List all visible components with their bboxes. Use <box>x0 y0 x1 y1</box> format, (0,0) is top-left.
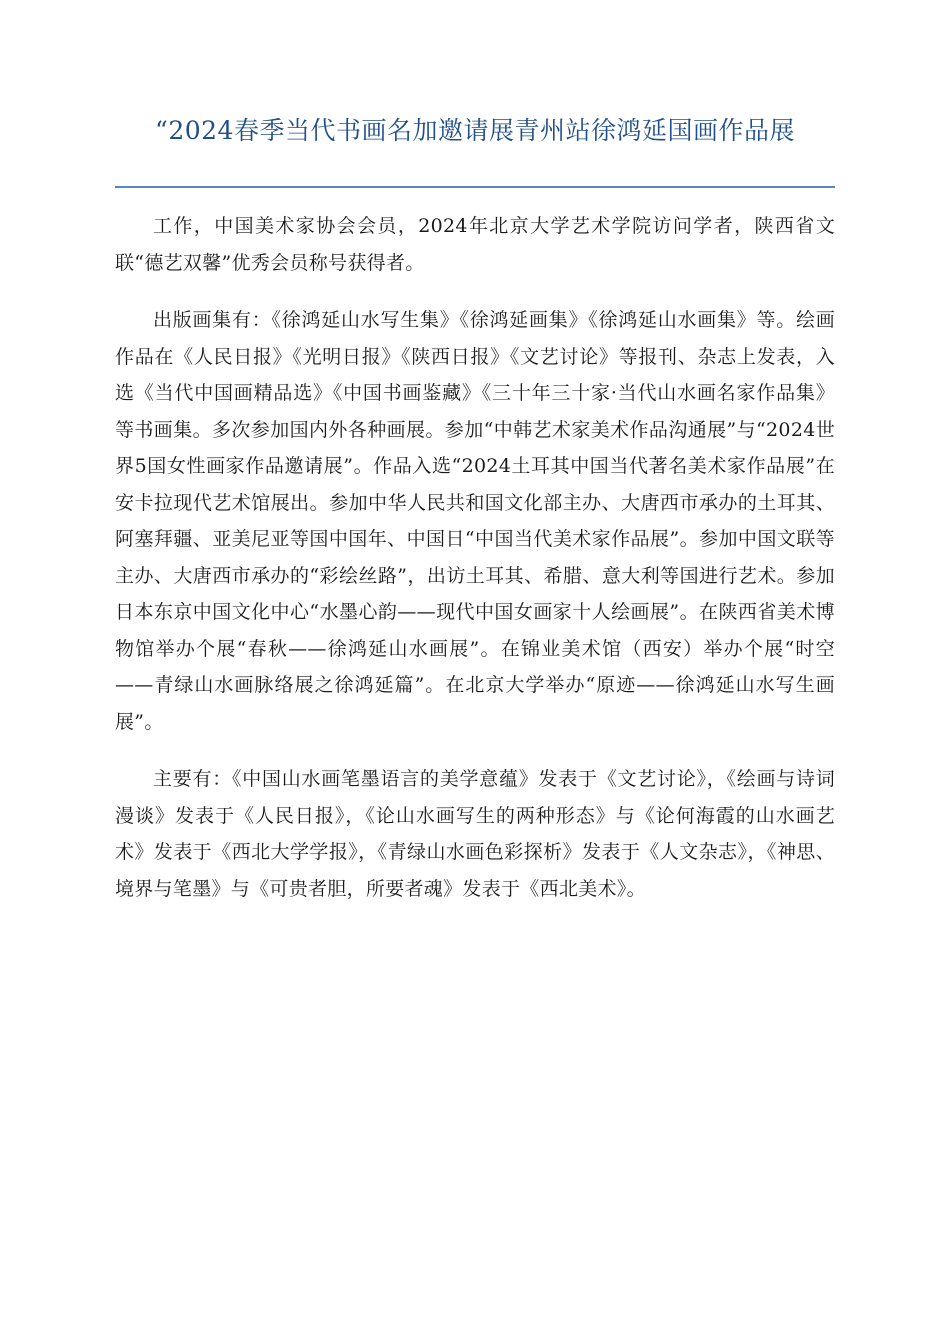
title-block <box>115 112 835 149</box>
title-underline-divider <box>115 186 835 188</box>
paragraph-biography: 工作，中国美术家协会会员，2024年北京大学艺术学院访问学者，陕西省文联“德艺双馨”优秀会员称号获得者。 <box>115 215 835 274</box>
paragraph-publications-exhibitions: 出版画集有：《徐鸿延山水写生集》《徐鸿延画集》《徐鸿延山水画集》等。绘画作品在《人民日报》《光明日报》《陕西日报》《文艺讨论》等报刊、杂志上发表，入选《当代中国画精品选》《中国书画鉴藏》《三十年三十家·当代山水画名家作品集》等书画集。多次参加国内外各种画展。参加“中韩艺术家美术作品沟通展”与“2024世界5国女性画家作品邀请展”。作品入选“2024土耳其中国当代著名美术家作品展”在安卡拉现代艺术馆展出。参加中华人民共和国文化部主办、大唐西市承办的土耳其、阿塞拜疆、亚美尼亚等国中国年、中国日“中国当代美术家作品展”。参加中国文联等主办、大唐西市承办的“彩绘丝路”，出访土耳其、希腊、意大利等国进行艺术。参加日本东京中国文化中心“水墨心韵——现代中国女画家十人绘画展”。在陕西省美术博物馆举办个展“春秋——徐鸿延山水画展”。在锦业美术馆（西安）举办个展“时空——青绿山水画脉络展之徐鸿延篇”。在北京大学举办“原迹——徐鸿延山水写生画展”。 <box>115 309 835 733</box>
document-body <box>115 208 835 928</box>
page-title: “2024春季当代书画名加邀请展青州站徐鸿延国画作品展 <box>155 116 795 145</box>
paragraph-articles: 主要有：《中国山水画笔墨语言的美学意蕴》发表于《文艺讨论》，《绘画与诗词漫谈》发表于《人民日报》，《论山水画写生的两种形态》与《论何海霞的山水画艺术》发表于《西北大学学报》，《青绿山水画色彩探析》发表于《人文杂志》，《神思、境界与笔墨》与《可贵者胆，所要者魂》发表于《西北美术》。 <box>115 768 835 900</box>
